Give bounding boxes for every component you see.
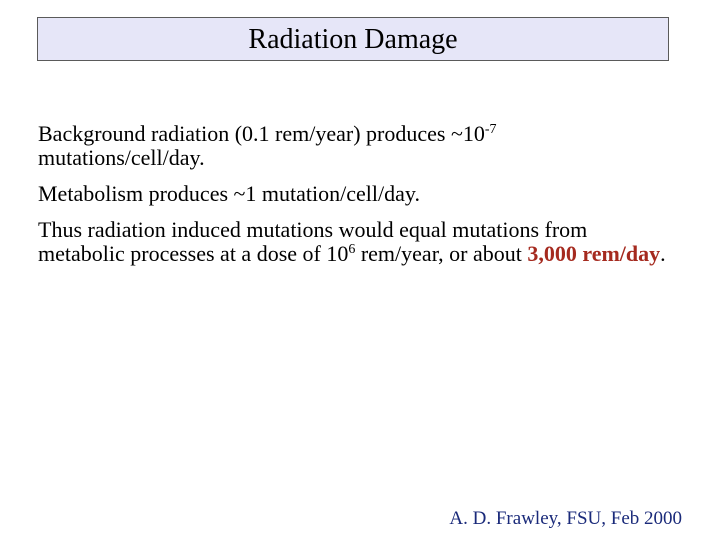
slide-footer-credit: A. D. Frawley, FSU, Feb 2000	[449, 508, 682, 529]
dose-unit-highlight: rem/day	[582, 241, 661, 266]
p3-exponent: 6	[348, 242, 356, 257]
p1-text-continued: mutations/cell/day.	[38, 145, 205, 170]
p1-exponent: -7	[484, 122, 497, 137]
paragraph-metabolism	[38, 182, 678, 206]
slide-body	[38, 122, 678, 266]
p3-text: Thus radiation induced mutations would equal mutations from metabolic processes at a dose of 10	[38, 217, 588, 266]
p2-text: Metabolism produces ~1 mutation/cell/day.	[38, 181, 420, 206]
p1-text: Background radiation (0.1 rem/year) produces ~10	[38, 121, 485, 146]
p3-text-end: .	[660, 241, 666, 266]
dose-value-highlight: 3,000	[527, 241, 577, 266]
slide-title: Radiation Damage	[248, 23, 458, 55]
p3-text-middle: rem/year, or about	[355, 241, 528, 266]
paragraph-background-radiation	[38, 122, 678, 170]
slide-title-box	[37, 17, 669, 61]
paragraph-conclusion	[38, 218, 678, 266]
